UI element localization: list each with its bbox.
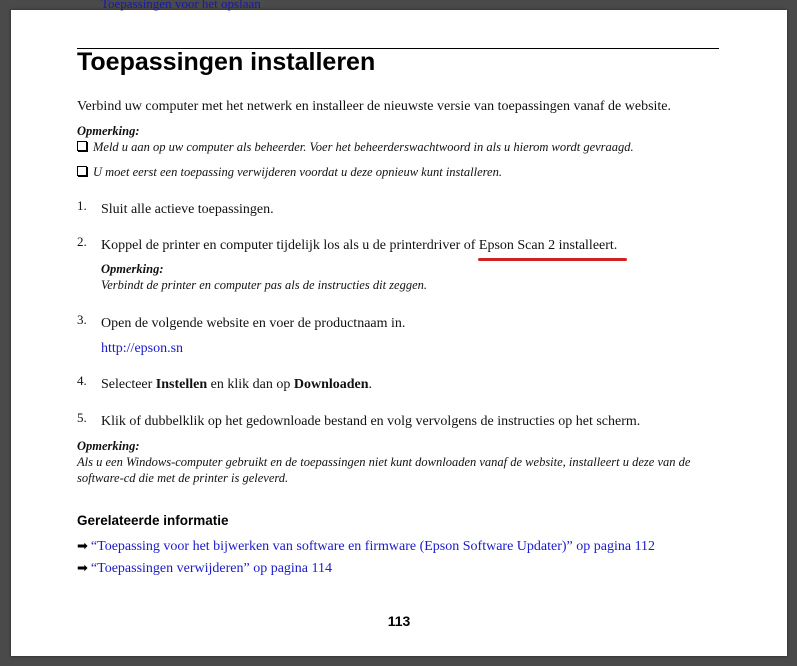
step-note-text: Verbindt de printer en computer pas als de instructies dit zeggen.: [101, 278, 428, 292]
bold-downloaden: Downloaden: [293, 377, 369, 392]
red-underline-annotation: [478, 258, 627, 261]
related-info-heading: Gerelateerde informatie: [77, 513, 229, 528]
document-page: [11, 0, 787, 656]
arrow-right-icon: ➡: [77, 539, 88, 554]
step-number: 3.: [77, 312, 87, 327]
checkbox-bullet-icon: [77, 166, 87, 176]
checkbox-bullet-icon: [77, 141, 87, 151]
note-item: U moet eerst een toepassing verwijderen voordat u deze opnieuw kunt installeren.: [77, 164, 502, 181]
step-text: Sluit alle actieve toepassingen.: [101, 202, 274, 217]
step-text: Selecteer Instellen en klik dan op Downloaden.: [101, 377, 373, 392]
previous-page-link-fragment[interactable]: Toepassingen voor het opslaan: [101, 0, 261, 11]
related-link-row[interactable]: [77, 538, 655, 555]
step-number: 1.: [77, 198, 87, 213]
note-item: Meld u aan op uw computer als beheerder. Voer het beheerderswachtwoord in als u hierom wordt gevraagd.: [77, 139, 634, 156]
page-title: Toepassingen installeren: [77, 48, 376, 76]
related-link-row[interactable]: [77, 560, 332, 577]
epson-website-link[interactable]: http://epson.sn: [101, 341, 184, 356]
bold-instellen: Instellen: [155, 377, 208, 392]
note-text: software-cd die met de printer is geleverd.: [77, 471, 289, 485]
step-note-title: Opmerking:: [101, 262, 164, 276]
related-link[interactable]: “Toepassingen verwijderen” op pagina 114: [90, 561, 332, 576]
step-text: Koppel de printer en computer tijdelijk los als u de printerdriver of Epson Scan 2 installeert.: [101, 238, 618, 253]
note-title: Opmerking:: [77, 124, 140, 138]
page-number: 113: [387, 613, 411, 629]
step-number: 4.: [77, 373, 87, 388]
step-number: 5.: [77, 410, 87, 425]
related-link[interactable]: “Toepassing voor het bijwerken van software en firmware (Epson Software Updater)” op pagina 112: [90, 539, 656, 554]
intro-paragraph: Verbind uw computer met het netwerk en installeer de nieuwste versie van toepassingen vanaf de website.: [77, 99, 672, 114]
arrow-right-icon: ➡: [77, 561, 88, 576]
note-title: Opmerking:: [77, 439, 140, 453]
step-text: Klik of dubbelklik op het gedownloade bestand en volg vervolgens de instructies op het scherm.: [101, 414, 641, 429]
note-text: Als u een Windows-computer gebruikt en de toepassingen niet kunt downloaden vanaf de website, installeert u deze van de: [77, 455, 691, 469]
step-text: Open de volgende website en voer de productnaam in.: [101, 316, 406, 331]
step-number: 2.: [77, 234, 87, 249]
